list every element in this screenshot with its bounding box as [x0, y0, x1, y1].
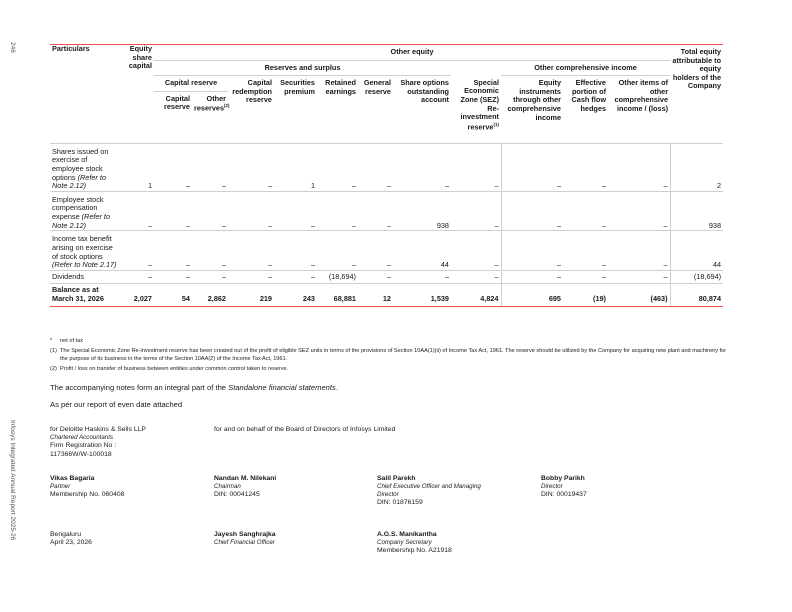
securities-premium-header: Securities premium	[280, 78, 315, 96]
auditor-block	[50, 426, 146, 459]
per-report: As per our report of even date attached	[50, 400, 183, 409]
oci-header: Other comprehensive income	[501, 60, 670, 76]
cell: –	[317, 231, 358, 270]
cell: –	[451, 231, 501, 270]
other-equity-header: Other equity	[154, 45, 670, 61]
signatory: Bobby Parikh Director DIN: 00019437	[541, 475, 587, 499]
date: April 23, 2026	[50, 539, 92, 547]
particulars-header: Particulars	[50, 45, 122, 144]
share-options-header: Share options outstanding account	[400, 78, 449, 105]
reserves-surplus-header: Reserves and surplus	[154, 60, 451, 76]
cell: 1	[274, 143, 317, 191]
equity-instruments-header: Equity instruments through other comprehensive income	[507, 78, 561, 122]
signatory: Vikas Bagaria Partner Membership No. 060408	[50, 475, 125, 499]
side-title: Infosys Integrated Annual Report 2025-26	[9, 420, 16, 541]
cell: –	[192, 231, 228, 270]
cell: 1	[122, 143, 154, 191]
cap-redemption-header: Capital redemption reserve	[232, 78, 272, 105]
cell: –	[451, 191, 501, 230]
footnotes	[50, 338, 730, 376]
cr-other-header: Other reserves$^{(2)}$	[194, 93, 230, 113]
auditor-title: Chartered Accountants	[50, 434, 114, 442]
cell: –	[228, 270, 274, 284]
cell: –	[358, 270, 393, 284]
cell: –	[608, 231, 670, 270]
cell: –	[192, 270, 228, 284]
cell: –	[317, 191, 358, 230]
cell: 243	[274, 284, 317, 306]
accompanying-note: The accompanying notes form an integral part of the Standalone financial statements.	[50, 383, 338, 392]
row-label: Dividends	[50, 270, 122, 284]
cell: –	[228, 231, 274, 270]
cell: –	[122, 231, 154, 270]
signatory: Nandan M. Nilekani Chairman DIN: 00041245	[214, 475, 277, 499]
cell: –	[154, 191, 192, 230]
cell: –	[358, 143, 393, 191]
page-number: 246	[9, 42, 16, 53]
cell: –	[358, 191, 393, 230]
cell: –	[501, 143, 563, 191]
total-header: Total equity attributable to equity holders of the Company	[670, 45, 723, 144]
cell: –	[358, 231, 393, 270]
cell: –	[154, 231, 192, 270]
equity-share-capital-header: Equity share capital	[122, 45, 154, 144]
cell: 4,824	[451, 284, 501, 306]
row-label: Employee stock compensation expense (Refer to Note 2.12)	[50, 191, 122, 230]
cell: –	[122, 270, 154, 284]
cell: –	[608, 270, 670, 284]
auditor-firm: for Deloitte Haskins & Sells LLP	[50, 426, 146, 433]
cell: –	[154, 143, 192, 191]
cell: –	[563, 143, 608, 191]
cash-flow-header: Effective portion of Cash flow hedges	[571, 78, 606, 114]
cell: –	[154, 270, 192, 284]
cell: 68,881	[317, 284, 358, 306]
table-row	[50, 191, 723, 230]
cell: 938	[393, 191, 451, 230]
cell: 44	[393, 231, 451, 270]
signatory: Jayesh Sanghrajka Chief Financial Officer	[214, 531, 276, 547]
other-items-header: Other items of other comprehensive income / (loss)	[614, 78, 669, 114]
cell: 2,027	[122, 284, 154, 306]
retained-header: Retained earnings	[325, 78, 356, 96]
cell: 54	[154, 284, 192, 306]
cell: –	[192, 191, 228, 230]
cell: –	[393, 143, 451, 191]
signatory: A.G.S. Manikantha Company Secretary Membership No. A21918	[377, 531, 452, 555]
cell: –	[451, 143, 501, 191]
row-label: Income tax benefit arising on exercise of stock options (Refer to Note 2.17)	[50, 231, 122, 270]
board-line: for and on behalf of the Board of Directors of Infosys Limited	[214, 426, 396, 433]
statement-of-changes-table	[50, 44, 723, 307]
cell: 2,862	[192, 284, 228, 306]
general-header: General reserve	[363, 78, 391, 96]
reg-no: 117366W/W-100018	[50, 450, 112, 458]
cell: 80,874	[670, 284, 723, 306]
cell: –	[563, 270, 608, 284]
cell: –	[393, 270, 451, 284]
cell: (18,694)	[670, 270, 723, 284]
cell: –	[501, 231, 563, 270]
cell: 219	[228, 284, 274, 306]
table-row	[50, 270, 723, 284]
cell: –	[563, 231, 608, 270]
cell: –	[228, 143, 274, 191]
cell: –	[608, 143, 670, 191]
cell: 2	[670, 143, 723, 191]
cell: –	[501, 270, 563, 284]
cell: –	[274, 270, 317, 284]
place-date	[50, 531, 92, 548]
table-row	[50, 143, 723, 191]
cell: (463)	[608, 284, 670, 306]
capital-reserve-group-header: Capital reserve	[154, 76, 228, 92]
cell: –	[608, 191, 670, 230]
cr-capital-header: Capital reserve	[164, 93, 190, 112]
cell: (19)	[563, 284, 608, 306]
cell: –	[122, 191, 154, 230]
cell: 44	[670, 231, 723, 270]
cell: 938	[670, 191, 723, 230]
cell: 695	[501, 284, 563, 306]
cell: –	[563, 191, 608, 230]
cell: 12	[358, 284, 393, 306]
cell: –	[274, 231, 317, 270]
footnote: (2) Profit / loss on transfer of business between entities under common control taken to reserve.	[50, 365, 289, 372]
cell: –	[451, 270, 501, 284]
footnote: (1) The Special Economic Zone Re-investment reserve has been created out of the profit of eligible SEZ units in terms of the provisions of Section 10AA(1)(ii) of Income Tax Act, 1961. The reserve should be utilized by the Company for acquiring new plant and machinery for the purpose of its business in the terms of the Section 10AA(2) of the Income Tax Act, 1961.	[50, 348, 727, 362]
sez-header: Special Economic Zone (SEZ) Re-investment reserve$^{(1)}$	[460, 77, 499, 132]
table-row	[50, 231, 723, 270]
cell: –	[317, 143, 358, 191]
place: Bengaluru	[50, 531, 81, 538]
cell: –	[228, 191, 274, 230]
balance-row	[50, 284, 723, 306]
row-label: Shares issued on exercise of employee stock options (Refer to Note 2.12)	[50, 143, 122, 191]
balance-label: Balance as at March 31, 2026	[50, 284, 122, 306]
cell: –	[274, 191, 317, 230]
footnote: * net of tax	[50, 338, 84, 344]
cell: 1,539	[393, 284, 451, 306]
cell: (18,694)	[317, 270, 358, 284]
cell: –	[192, 143, 228, 191]
signatory: Salil Parekh Chief Executive Officer and Managing Director DIN: 01876159	[377, 475, 481, 506]
reg-label: Firm Registration No :	[50, 442, 117, 450]
cell: –	[501, 191, 563, 230]
